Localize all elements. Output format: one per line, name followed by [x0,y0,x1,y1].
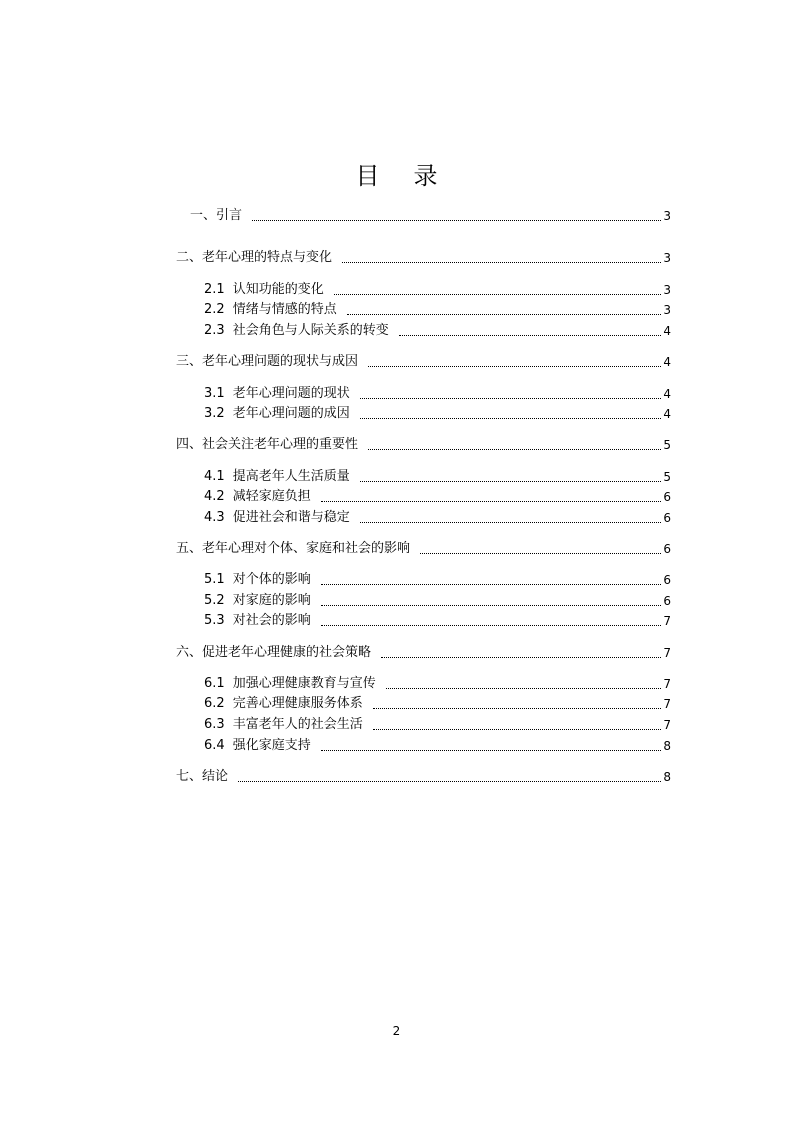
toc-entry[interactable] [176,769,671,785]
toc-entry[interactable] [190,208,671,224]
toc-leader-dots [373,729,662,730]
toc-entry-label [204,282,334,298]
toc-entry-page: 4 [663,355,671,369]
toc-subentry[interactable] [204,469,671,485]
toc-entry-label [204,572,321,588]
toc-entry-page: 3 [663,303,671,317]
toc-entry-page: 3 [663,209,671,223]
toc-entry-number: 2.3 [204,323,225,338]
toc-entry-label [204,489,321,505]
toc-subentry[interactable] [204,613,671,629]
toc-leader-dots [347,314,662,315]
toc-entry-page: 6 [663,542,671,556]
toc-subentry[interactable] [204,593,671,609]
toc-leader-dots [360,398,662,399]
toc-entry-number: 6.1 [204,676,225,691]
toc-entry-label: 七、结论 [176,769,229,784]
toc-entry-number: 4.1 [204,469,225,484]
toc-entry-label: 四、社会关注老年心理的重要性 [176,437,359,452]
toc-subentry[interactable] [204,489,671,505]
toc-leader-dots [252,220,661,221]
toc-entry-text: 对家庭的影响 [232,593,311,608]
toc-subentry[interactable] [204,510,671,526]
toc-subentry[interactable] [204,738,671,754]
toc-entry[interactable] [176,645,671,661]
toc-entry-page: 6 [663,573,671,587]
toc-entry-number: 5.2 [204,593,225,608]
toc-entry-number: 2.2 [204,302,225,317]
toc-entry-page: 6 [663,594,671,608]
toc-entry-page: 7 [663,677,671,691]
page-number: 2 [392,1024,401,1038]
toc-entry-page: 6 [663,490,671,504]
toc-leader-dots [386,688,662,689]
toc-entry[interactable] [176,437,671,453]
toc-subentry[interactable] [204,717,671,733]
toc-entry[interactable] [176,250,671,266]
toc-entry-label [204,406,360,422]
toc-leader-dots [360,522,662,523]
toc-entry-text: 加强心理健康教育与宣传 [232,676,376,691]
toc-entry-text: 丰富老年人的社会生活 [232,717,363,732]
toc-entry-page: 8 [663,770,671,784]
toc-entry-text: 减轻家庭负担 [232,489,311,504]
toc-entry-page: 5 [663,438,671,452]
toc-entry-page: 4 [663,387,671,401]
toc-entry-text: 促进社会和谐与稳定 [232,510,350,525]
toc-entry-text: 情绪与情感的特点 [232,302,337,317]
toc-entry-label [204,386,360,402]
toc-leader-dots [334,294,662,295]
toc-entry-page: 7 [663,646,671,660]
toc-entry-text: 认知功能的变化 [232,282,324,297]
toc-entry-label: 三、老年心理问题的现状与成因 [176,354,359,369]
toc-entry-page: 4 [663,324,671,338]
toc-leader-dots [360,418,662,419]
toc-entry-number: 5.3 [204,613,225,628]
toc-entry-label [204,738,321,754]
toc-entry-label [204,510,360,526]
toc-entry-label: 一、引言 [190,208,243,223]
toc-entry[interactable] [176,354,671,370]
toc-entry-page: 3 [663,283,671,297]
toc-entry[interactable] [176,541,671,557]
toc-entry-text: 老年心理问题的现状 [232,386,350,401]
toc-entry-number: 3.2 [204,406,225,421]
toc-leader-dots [368,366,661,367]
toc-entry-number: 6.2 [204,696,225,711]
toc-subentry[interactable] [204,386,671,402]
toc-entry-label: 六、促进老年心理健康的社会策略 [176,645,372,660]
toc-leader-dots [321,750,662,751]
toc-entry-number: 5.1 [204,572,225,587]
toc-leader-dots [368,449,661,450]
toc-entry-text: 强化家庭支持 [232,738,311,753]
toc-entry-page: 8 [663,739,671,753]
toc-entry-text: 社会角色与人际关系的转变 [232,323,389,338]
toc-entry-text: 对个体的影响 [232,572,311,587]
toc-entry-label [204,323,399,339]
toc-leader-dots [381,657,661,658]
toc-entry-label [204,593,321,609]
toc-entry-number: 4.2 [204,489,225,504]
toc-subentry[interactable] [204,696,671,712]
toc-leader-dots [321,501,662,502]
toc-entry-number: 3.1 [204,386,225,401]
toc-leader-dots [420,553,661,554]
page-title: 目录 [355,162,472,190]
toc-entry-label [204,469,360,485]
toc-entry-label [204,302,347,318]
toc-leader-dots [238,781,661,782]
toc-entry-number: 4.3 [204,510,225,525]
toc-entry-page: 6 [663,511,671,525]
toc-entry-text: 老年心理问题的成因 [232,406,350,421]
toc-subentry[interactable] [204,323,671,339]
toc-entry-label: 五、老年心理对个体、家庭和社会的影响 [176,541,411,556]
toc-leader-dots [399,335,662,336]
toc-entry-label [204,696,373,712]
toc-leader-dots [321,605,662,606]
toc-entry-page: 4 [663,407,671,421]
toc-leader-dots [342,262,661,263]
toc-entry-page: 3 [663,251,671,265]
toc-entry-label [204,676,386,692]
toc-entry-number: 2.1 [204,282,225,297]
toc-entry-label: 二、老年心理的特点与变化 [176,250,333,265]
toc-entry-label [204,613,321,629]
toc-leader-dots [373,708,662,709]
toc-subentry[interactable] [204,676,671,692]
toc-subentry[interactable] [204,406,671,422]
toc-subentry[interactable] [204,282,671,298]
toc-leader-dots [321,625,662,626]
toc-entry-page: 7 [663,697,671,711]
toc-entry-text: 完善心理健康服务体系 [232,696,363,711]
toc-entry-page: 5 [663,470,671,484]
toc-subentry[interactable] [204,302,671,318]
toc-entry-number: 6.3 [204,717,225,732]
toc-leader-dots [360,481,662,482]
toc-entry-page: 7 [663,614,671,628]
toc-entry-page: 7 [663,718,671,732]
toc-subentry[interactable] [204,572,671,588]
toc-entry-text: 提高老年人生活质量 [232,469,350,484]
toc-entry-label [204,717,373,733]
toc-leader-dots [321,584,662,585]
toc-entry-number: 6.4 [204,738,225,753]
toc-entry-text: 对社会的影响 [232,613,311,628]
